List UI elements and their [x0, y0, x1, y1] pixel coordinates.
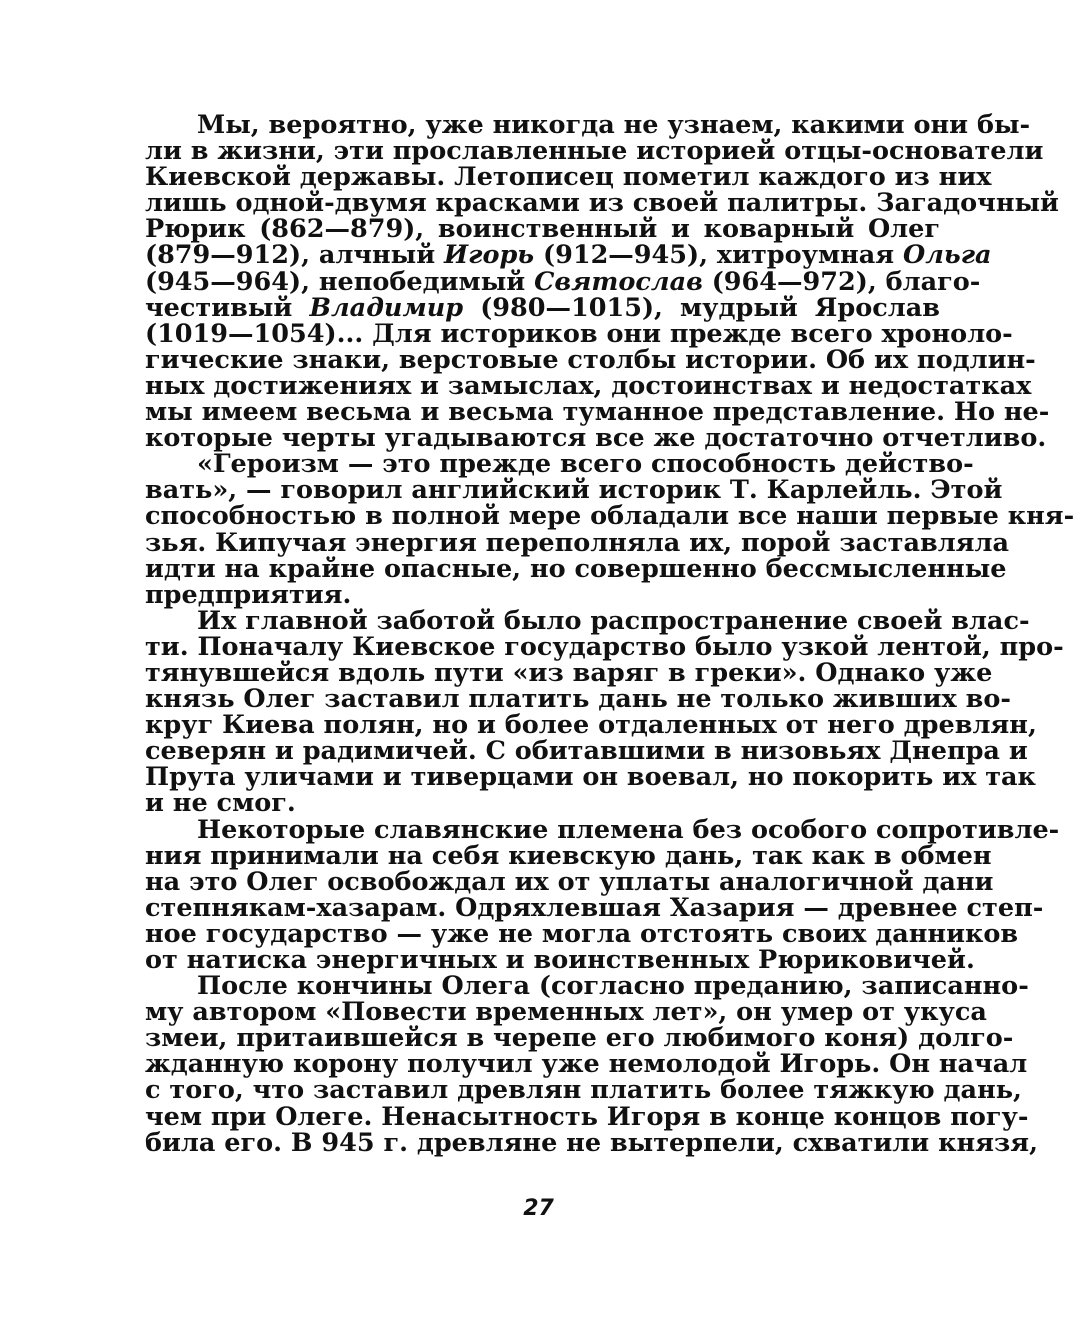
italic-name: Игорь [444, 240, 535, 271]
text-line: мы имеем весьма и весьма туманное представление. Но не- [145, 397, 1050, 428]
text-line: вать», — говорил английский историк Т. Карлейль. Этой [145, 475, 1003, 506]
body-text [145, 110, 1075, 1158]
text-line: После кончины Олега (согласно преданию, записанно- [197, 971, 1029, 1002]
text-line: ния принимали на себя киевскую дань, так как в обмен [145, 840, 992, 871]
text-line: предприятия. [145, 579, 352, 610]
text-line: (1019—1054)... Для историков они прежде всего хроноло- [145, 318, 1013, 349]
text-line: тянувшейся вдоль пути «из варяг в греки». Однако уже [145, 657, 993, 688]
text-line: ти. Поначалу Киевское государство было узкой лентой, про- [145, 631, 1064, 662]
text-line: жданную корону получил уже немолодой Игорь. Он начал [145, 1049, 1028, 1080]
text-line: которые черты угадываются все же достаточно отчетливо. [145, 423, 1047, 454]
page-number: 27 [523, 1196, 554, 1221]
text-line: чем при Олеге. Ненасытность Игоря в конце концов погу- [145, 1101, 1029, 1132]
italic-name: Владимир [309, 292, 464, 323]
text-line: лишь одной-двумя красками из своей палитры. Загадочный [145, 188, 1059, 219]
text-line: (945—964), непобедимый Святослав (964—972), благо- [145, 266, 981, 297]
text-line: князь Олег заставил платить дань не только живших во- [145, 684, 1011, 715]
text-line: (879—912), алчный Игорь (912—945), хитроумная Ольга [145, 240, 992, 271]
text-line: зья. Кипучая энергия переполняла их, порой заставляла [145, 527, 1010, 558]
text-line: змеи, притаившейся в черепе его любимого коня) долго- [145, 1023, 1014, 1054]
text-line: с того, что заставил древлян платить более тяжкую дань, [145, 1075, 1022, 1106]
text-line: круг Киева полян, но и более отдаленных от него древлян, [145, 710, 1037, 741]
text-line: ли в жизни, эти прославленные историей отцы-основатели [145, 136, 1044, 167]
text-line: от натиска энергичных и воинственных Рюриковичей. [145, 945, 975, 975]
text-line: «Героизм — это прежде всего способность действо- [197, 449, 974, 480]
text-line: северян и радимичей. С обитавшими в низовьях Днепра и [145, 736, 1028, 767]
text-line: Мы, вероятно, уже никогда не узнаем, какими они бы- [197, 110, 1031, 140]
text-line: му автором «Повести временных лет», он умер от укуса [145, 997, 987, 1028]
text-line: идти на крайне опасные, но совершенно бессмысленные [145, 553, 1007, 584]
text-line: степнякам-хазарам. Одряхлевшая Хазария — древнее степ- [145, 892, 1044, 923]
text-line: честивый Владимир (980—1015), мудрый Ярослав [145, 292, 940, 323]
text-line: и не смог. [145, 788, 296, 819]
text-line: ное государство — уже не могла отстоять своих данников [145, 918, 1019, 949]
italic-name: Святослав [534, 266, 703, 297]
text-line: ных достижениях и замыслах, достоинствах и недостатках [145, 370, 1032, 401]
text-line: била его. В 945 г. древляне не вытерпели, схватили князя, [145, 1127, 1038, 1158]
text-line: Киевской державы. Летописец пометил каждого из них [145, 162, 992, 193]
text-line: на это Олег освобождал их от уплаты аналогичной дани [145, 866, 994, 897]
text-line: Рюрик (862—879), воинственный и коварный Олег [145, 214, 940, 245]
text-line: Их главной заботой было распространение своей влас- [197, 605, 1030, 636]
text-line: способностью в полной мере обладали все наши первые кня- [145, 501, 1075, 532]
italic-name: Ольга [903, 240, 992, 271]
text-line: Некоторые славянские племена без особого сопротивле- [197, 814, 1060, 845]
text-line: гические знаки, верстовые столбы истории. Об их подлин- [145, 344, 1036, 375]
text-line: Прута уличами и тиверцами он воевал, но покорить их так [145, 762, 1036, 793]
